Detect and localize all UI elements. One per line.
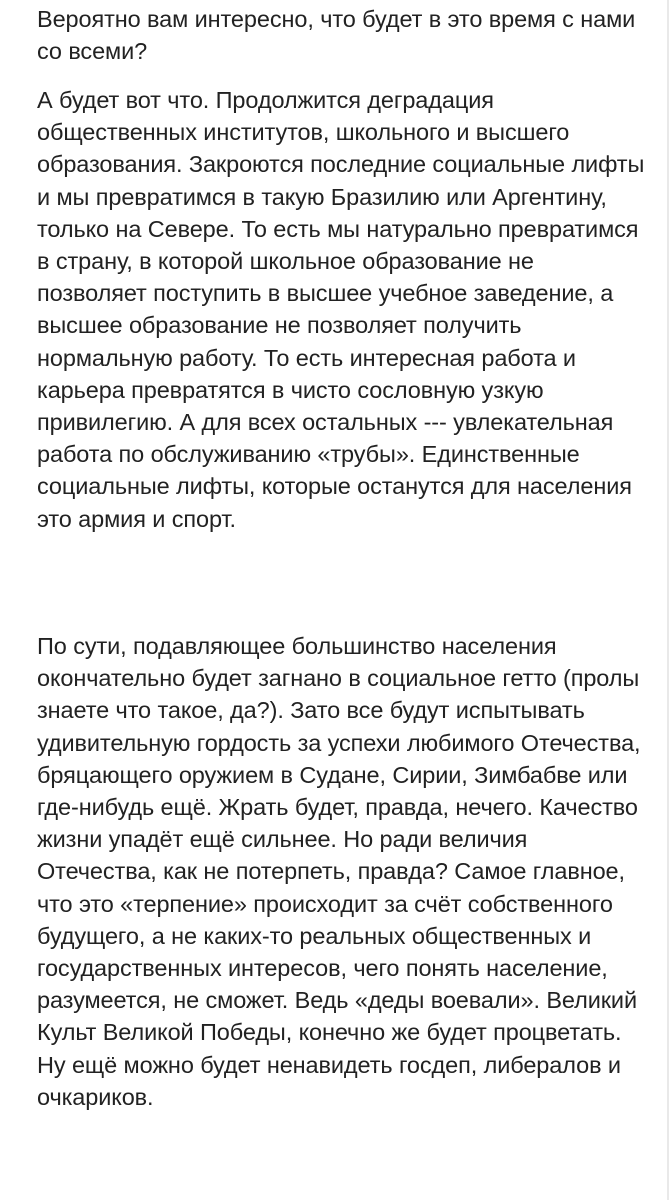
paragraph-forecast: А будет вот что. Продолжится деградация общественных институтов, школьного и высшего образования. Закроются последние социальные лифты и мы превратимся в такую Бразилию или Аргентину, только на Севере. То есть мы натурально превратимся в страну, в которой школьное образование не позволяет поступить в высшее учебное заведение, а высшее образование не позволяет получить нормальную работу. То есть интересная работа и карьера превратятся в чисто сословную узкую привилегию. А для всех остальных --- увлекательная работа по обслуживанию «трубы». Единственные социальные лифты, которые останутся для населения это армия и спорт. — [37, 87, 645, 532]
paragraph-consequences: По сути, подавляющее большинство населения окончательно будет загнано в социальное гетто (пролы знаете что такое, да?). Зато все будут испытывать удивительную гордость за успехи любимого Отечества, бряцающего оружием в Судане, Сирии, Зимбабве или где-нибудь ещё. Жрать будет, правда, нечего. Качество жизни упадёт ещё сильнее. Но ради величия Отечества, как не потерпеть, правда? Самое главное, что это «терпение» происходит за счёт собственного будущего, а не каких-то реальных общественных и государственных интересов, чего понять население, разумеется, не сможет. Ведь «деды воевали». Великий Культ Великой Победы, конечно же будет процветать. Ну ещё можно будет ненавидеть госдеп, либералов и очкариков. — [37, 633, 641, 1110]
paragraph-intro: Вероятно вам интересно, что будет в это время с нами со всеми? — [37, 6, 636, 65]
